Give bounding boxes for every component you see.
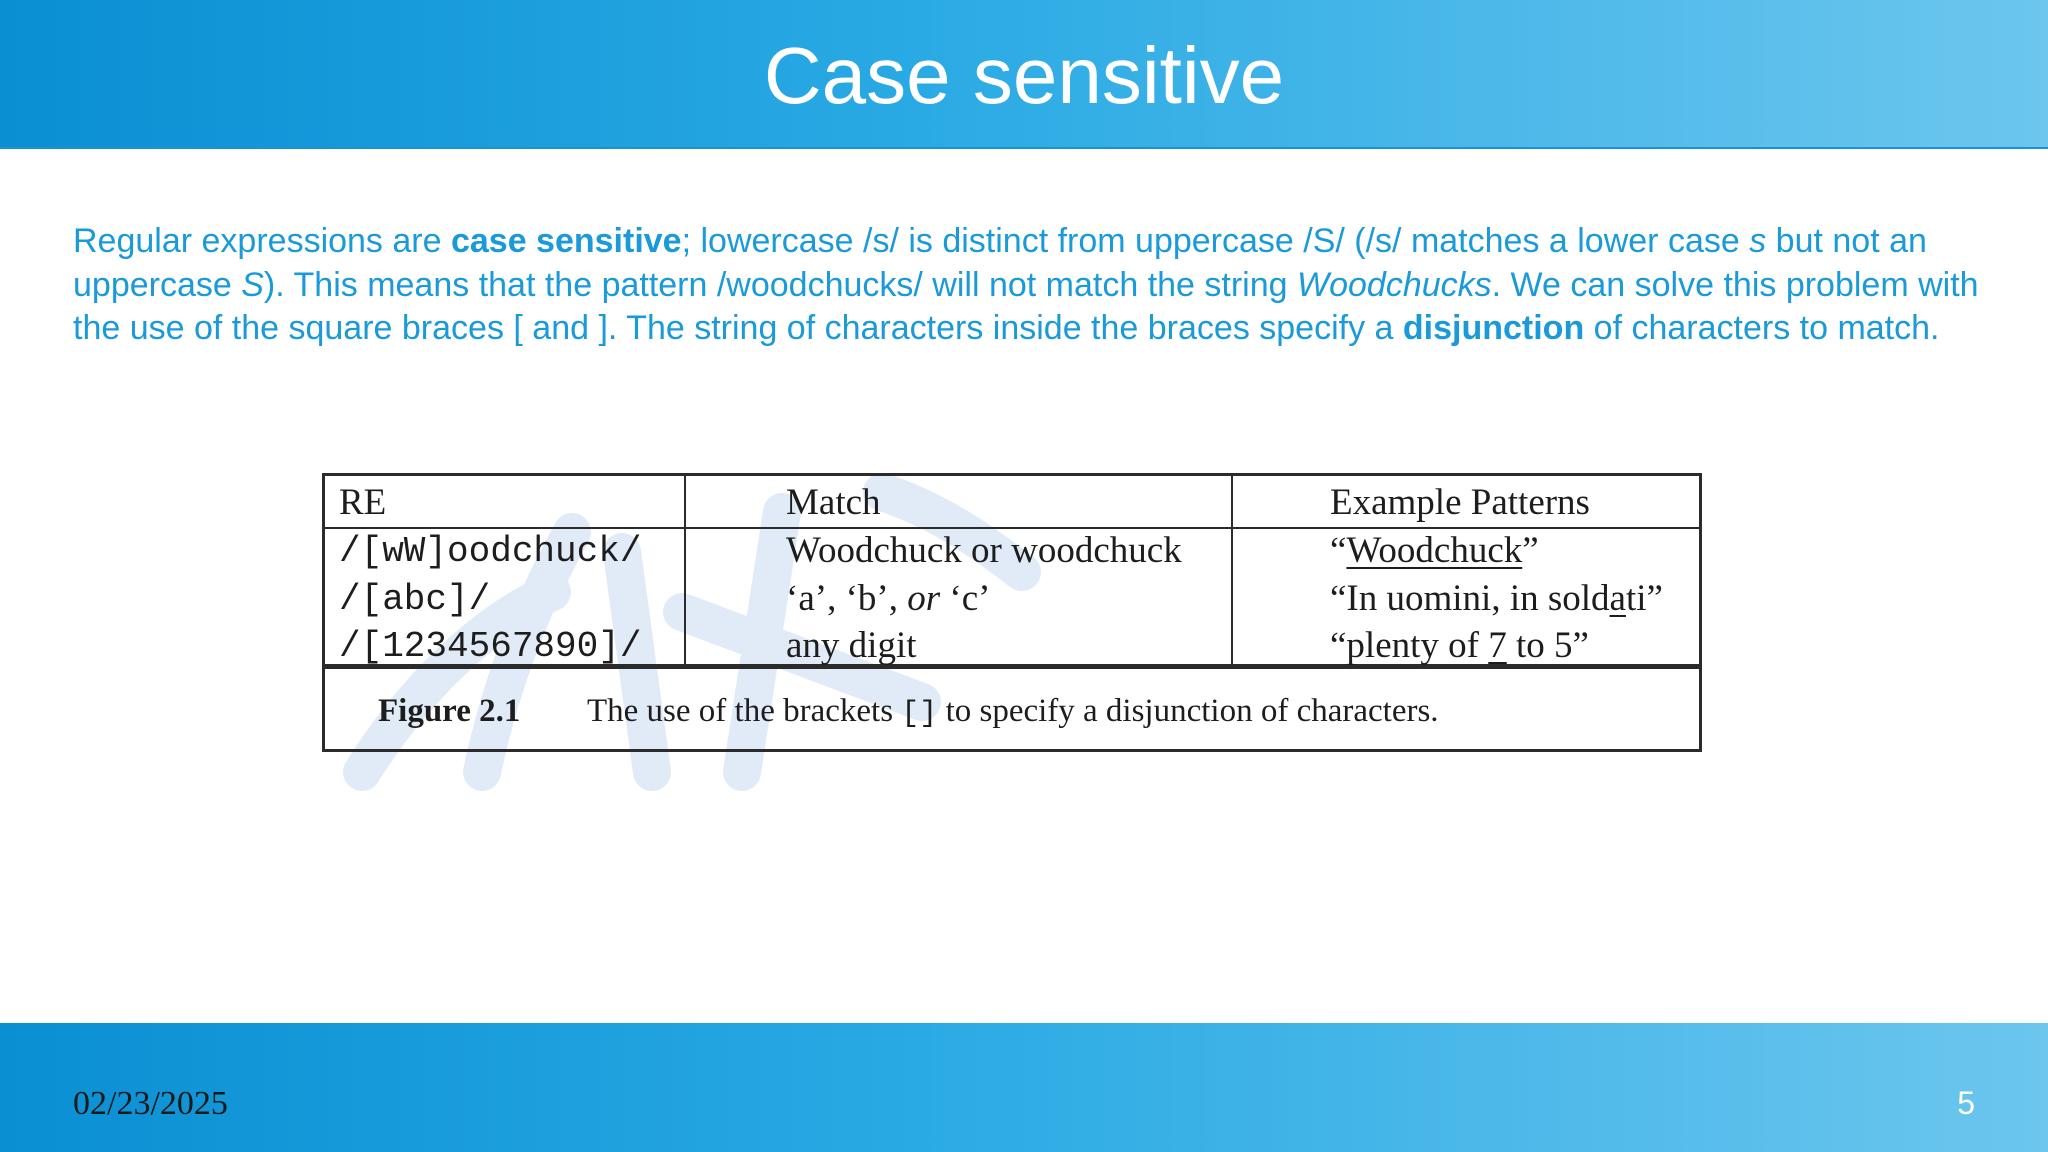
body-paragraph <box>73 220 1983 351</box>
italic-S: S <box>241 265 264 304</box>
header-re: RE <box>339 482 387 523</box>
example-cell: “plenty of 7 to 5” <box>1330 625 1589 666</box>
match-cell: ‘a’, ‘b’, or ‘c’ <box>786 578 991 619</box>
italic-s: s <box>1749 222 1767 260</box>
match-cell: any digit <box>786 625 917 666</box>
caption-text: The use of the brackets [] to specify a disjunction of characters. <box>587 693 1439 731</box>
figure-caption <box>322 666 1702 752</box>
paragraph-text: ; lowercase /s/ is distinct from uppercase /S/ (/s/ matches a lower case <box>681 222 1750 260</box>
paragraph-text: but not an uppercase <box>73 222 1927 304</box>
italic-woodchucks: Woodchucks <box>1297 265 1492 304</box>
column-divider <box>684 476 686 664</box>
column-divider <box>1231 476 1233 664</box>
regex-table <box>322 473 1702 667</box>
paragraph-text: . We can solve this problem with the use of the square braces [ and ]. The string of characters inside the braces specify a <box>73 265 1979 347</box>
slide-footer <box>0 1023 2048 1152</box>
paragraph-text: of characters to match. <box>1584 309 1940 347</box>
match-cell: Woodchuck or woodchuck <box>786 530 1182 571</box>
slide-title: Case sensitive <box>763 31 1285 120</box>
header-divider <box>325 527 1699 529</box>
paragraph-text: Regular expressions are <box>73 222 451 260</box>
header-match: Match <box>786 482 881 523</box>
slide-header <box>0 0 2048 149</box>
header-example: Example Patterns <box>1330 482 1590 523</box>
page-number: 5 <box>1957 1085 1975 1121</box>
paragraph-text: ). This means that the pattern /woodchucks/ will not match the string <box>263 265 1298 304</box>
term-case-sensitive: case sensitive <box>450 222 682 260</box>
re-cell: /[wW]oodchuck/ <box>339 531 642 572</box>
re-cell: /[1234567890]/ <box>339 626 642 667</box>
figure-image <box>322 472 1704 792</box>
term-disjunction: disjunction <box>1402 309 1585 347</box>
footer-date: 02/23/2025 <box>73 1085 228 1122</box>
figure-label: Figure 2.1 <box>378 693 521 729</box>
example-cell: “In uomini, in soldati” <box>1330 578 1663 619</box>
example-cell: “Woodchuck” <box>1330 530 1539 571</box>
re-cell: /[abc]/ <box>339 579 491 620</box>
